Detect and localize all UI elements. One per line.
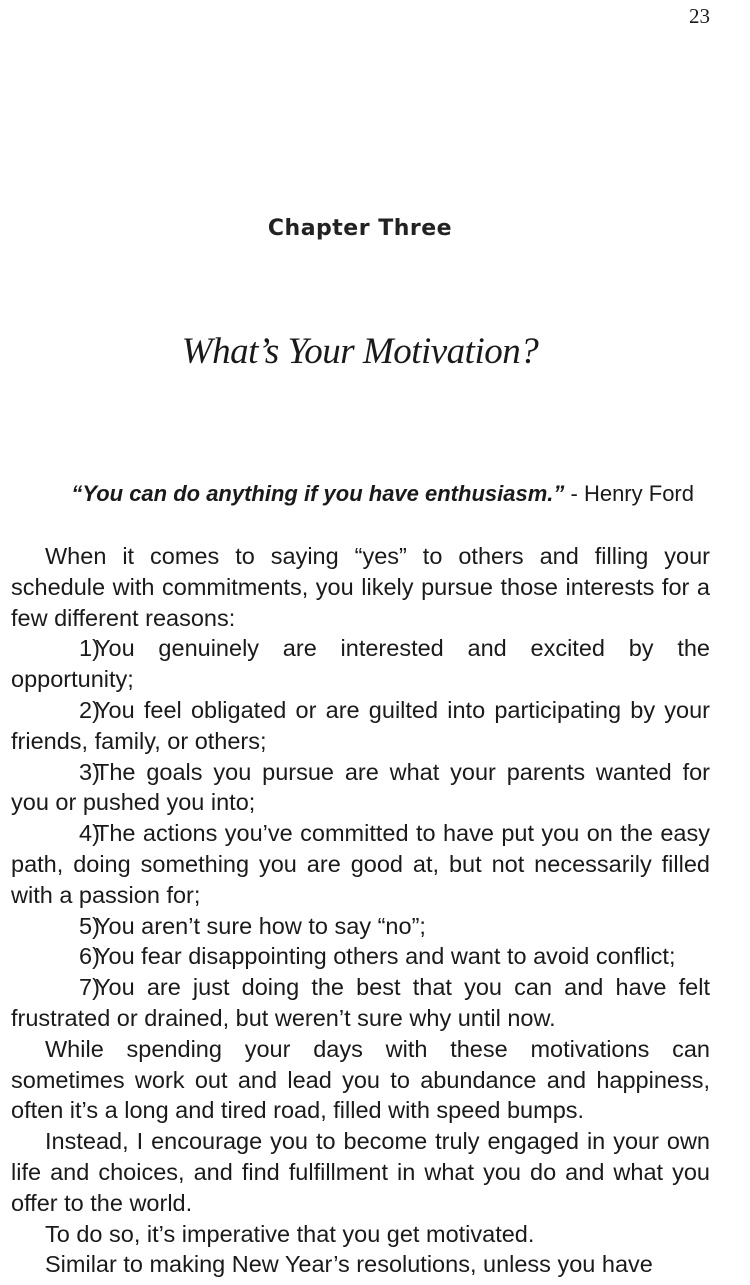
list-item-text: You aren’t sure how to say “no”;: [95, 912, 426, 939]
epigraph: [71, 481, 694, 507]
list-item: [11, 633, 710, 695]
list-item-text: You are just doing the best that you can and have felt frustrated or drained, but weren’t sure why until now.: [11, 974, 710, 1031]
list-item: [11, 757, 710, 819]
list-item-number: 7): [79, 974, 100, 1001]
list-item: [11, 695, 710, 757]
body-text: [11, 541, 710, 1280]
list-item-number: 3): [79, 758, 100, 785]
epigraph-separator: -: [564, 481, 584, 506]
list-item-number: 1): [79, 635, 100, 662]
list-item: [11, 941, 710, 972]
page-number: 23: [689, 4, 710, 28]
body-paragraph: Similar to making New Year’s resolutions, unless you have: [45, 1251, 653, 1278]
list-item: [11, 911, 710, 942]
epigraph-quote: “You can do anything if you have enthusiasm.”: [71, 481, 565, 506]
list-item-number: 6): [79, 943, 100, 970]
list-item-text: You fear disappointing others and want to avoid conflict;: [95, 943, 676, 970]
body-paragraph: While spending your days with these motivations can sometimes work out and lead you to abundance and happiness, often it’s a long and tired road, filled with speed bumps.: [11, 1035, 710, 1124]
list-item-number: 4): [79, 820, 100, 847]
list-item: [11, 972, 710, 1034]
list-item-number: 5): [79, 912, 100, 939]
list-item-text: You feel obligated or are guilted into participating by your friends, family, or others;: [11, 696, 710, 754]
list-item-text: The actions you’ve committed to have put you on the easy path, doing something you are good at, but not necessarily filled with a passion for;: [11, 820, 710, 908]
epigraph-author: Henry Ford: [583, 481, 694, 506]
list-item-text: The goals you pursue are what your parents wanted for you or pushed you into;: [11, 758, 710, 816]
body-paragraph: To do so, it’s imperative that you get motivated.: [45, 1220, 535, 1247]
list-item-number: 2): [79, 696, 100, 723]
chapter-title: What’s Your Motivation?: [181, 331, 539, 372]
chapter-label: Chapter Three: [267, 216, 453, 241]
intro-paragraph: When it comes to saying “yes” to others and filling your schedule with commitments, you likely pursue those interests for a few different reasons:: [11, 543, 710, 631]
list-item: [11, 818, 710, 910]
list-item-text: You genuinely are interested and excited by the opportunity;: [11, 635, 710, 693]
body-paragraph: Instead, I encourage you to become truly engaged in your own life and choices, and find fulfillment in what you do and what you offer to the world.: [11, 1128, 710, 1216]
